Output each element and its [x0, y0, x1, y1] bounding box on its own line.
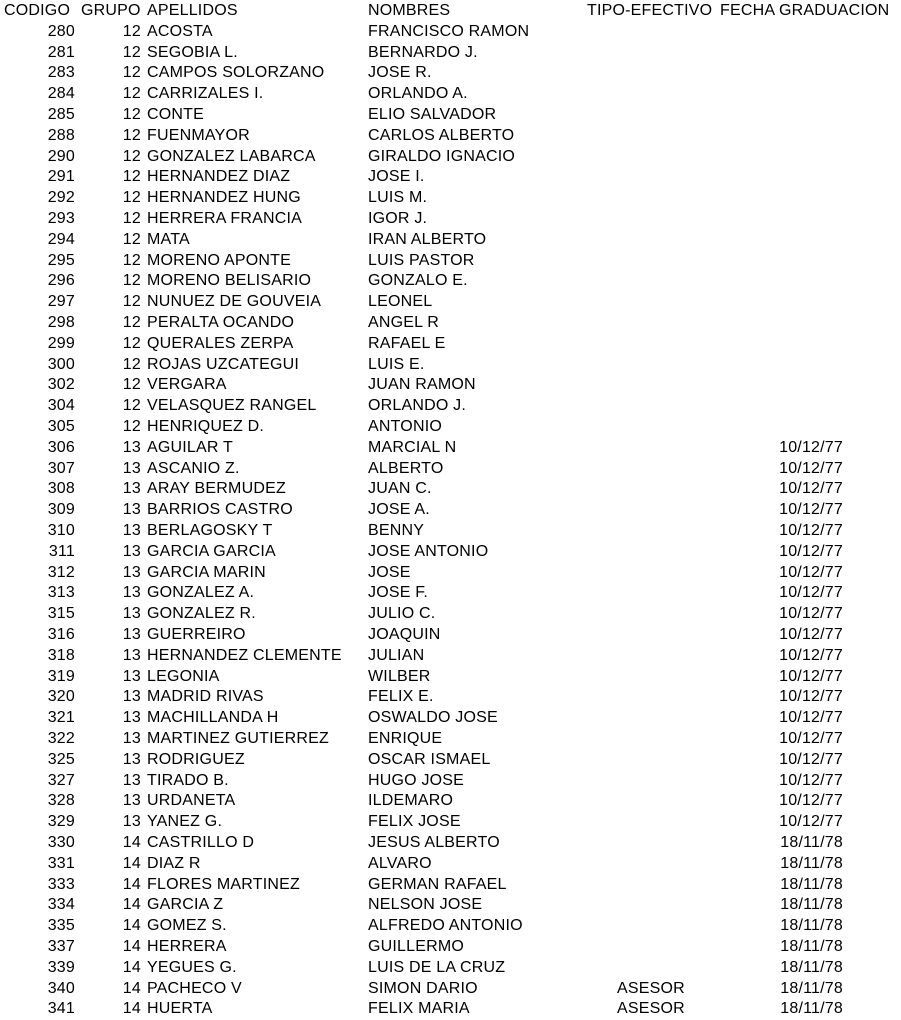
cell-nombres: HUGO JOSE	[368, 771, 465, 789]
cell-grupo: 12	[122, 334, 141, 352]
cell-apellidos: ACOSTA	[147, 22, 213, 40]
cell-apellidos: SEGOBIA L.	[147, 43, 238, 61]
cell-codigo: 308	[47, 480, 75, 498]
cell-nombres: LUIS DE LA CRUZ	[368, 958, 506, 976]
cell-grupo: 12	[122, 106, 141, 123]
cell-nombres: MARCIAL N	[368, 438, 457, 456]
cell-nombres: OSWALDO JOSE	[368, 709, 498, 727]
header-tipo-efectivo: TIPO-EFECTIVO	[587, 2, 713, 19]
cell-apellidos: FUENMAYOR	[147, 126, 250, 144]
table-row	[0, 459, 901, 480]
cell-nombres: ELIO SALVADOR	[368, 106, 497, 123]
header-codigo: CODIGO	[4, 2, 71, 19]
cell-grupo: 12	[122, 126, 141, 144]
cell-grupo: 12	[122, 147, 141, 165]
cell-grupo: 13	[122, 522, 141, 539]
cell-grupo: 13	[122, 730, 141, 747]
cell-codigo: 300	[47, 355, 75, 373]
cell-apellidos: GARCIA Z	[147, 896, 224, 914]
cell-grupo: 13	[122, 813, 141, 831]
cell-nombres: JUAN C.	[368, 480, 432, 498]
cell-codigo: 290	[47, 147, 75, 165]
cell-apellidos: CAMPOS SOLORZANO	[147, 64, 325, 82]
cell-nombres: OSCAR ISMAEL	[368, 750, 491, 768]
cell-grupo: 14	[122, 834, 141, 851]
table-row	[0, 292, 901, 313]
cell-fecha-graduacion: 10/12/77	[779, 438, 843, 456]
cell-codigo: 335	[47, 917, 75, 935]
cell-apellidos: HERRERA FRANCIA	[147, 210, 303, 227]
cell-codigo: 294	[47, 230, 75, 248]
cell-grupo: 12	[122, 230, 141, 248]
cell-codigo: 307	[47, 459, 75, 477]
table-row	[0, 167, 901, 188]
cell-nombres: BENNY	[368, 522, 425, 539]
cell-fecha-graduacion: 10/12/77	[779, 730, 843, 747]
table-row	[0, 999, 901, 1020]
cell-apellidos: AGUILAR T	[147, 438, 233, 456]
cell-apellidos: GONZALEZ R.	[147, 605, 256, 623]
cell-codigo: 304	[47, 397, 75, 415]
cell-nombres: GUILLERMO	[368, 938, 465, 955]
cell-apellidos: LEGONIA	[147, 667, 220, 685]
cell-grupo: 14	[122, 979, 141, 997]
cell-codigo: 284	[47, 85, 75, 103]
cell-codigo: 329	[47, 813, 75, 831]
cell-apellidos: HENRIQUEZ D.	[147, 418, 265, 435]
table-row	[0, 230, 901, 251]
cell-apellidos: GARCIA GARCIA	[147, 542, 276, 560]
table-row	[0, 958, 901, 979]
cell-apellidos: FLORES MARTINEZ	[147, 875, 300, 893]
cell-fecha-graduacion: 10/12/77	[779, 750, 843, 768]
cell-nombres: JOSE A.	[368, 501, 430, 519]
table-row	[0, 687, 901, 708]
cell-codigo: 312	[47, 563, 75, 581]
cell-apellidos: VERGARA	[147, 376, 227, 394]
cell-nombres: ANTONIO	[368, 418, 443, 435]
cell-nombres: JUAN RAMON	[368, 376, 476, 394]
table-row	[0, 271, 901, 292]
cell-grupo: 14	[122, 875, 141, 893]
cell-nombres: FELIX MARIA	[368, 1000, 470, 1018]
cell-codigo: 331	[47, 854, 75, 872]
cell-apellidos: MATA	[147, 230, 190, 248]
table-row	[0, 750, 901, 771]
cell-fecha-graduacion: 18/11/78	[780, 834, 843, 851]
cell-grupo: 13	[122, 438, 141, 456]
cell-nombres: CARLOS ALBERTO	[368, 126, 515, 144]
cell-grupo: 14	[122, 1000, 141, 1018]
cell-fecha-graduacion: 10/12/77	[779, 563, 843, 581]
cell-fecha-graduacion: 10/12/77	[779, 626, 843, 643]
cell-grupo: 13	[122, 667, 141, 685]
cell-fecha-graduacion: 18/11/78	[780, 875, 843, 893]
cell-nombres: JULIAN	[368, 646, 425, 664]
table-row	[0, 833, 901, 854]
cell-fecha-graduacion: 10/12/77	[779, 667, 843, 685]
cell-apellidos: GUERREIRO	[147, 626, 246, 643]
cell-grupo: 13	[122, 480, 141, 498]
cell-grupo: 12	[122, 293, 141, 311]
cell-nombres: JOAQUIN	[368, 626, 441, 643]
cell-codigo: 281	[47, 43, 75, 61]
table-row	[0, 916, 901, 937]
cell-codigo: 339	[47, 958, 75, 976]
cell-codigo: 315	[47, 605, 75, 623]
cell-nombres: RAFAEL E	[368, 334, 446, 352]
cell-nombres: ILDEMARO	[368, 792, 454, 810]
cell-apellidos: ARAY BERMUDEZ	[147, 480, 286, 498]
table-row	[0, 334, 901, 355]
table-row	[0, 188, 901, 209]
cell-nombres: GERMAN RAFAEL	[368, 875, 507, 893]
cell-fecha-graduacion: 18/11/78	[780, 1000, 843, 1018]
table-row	[0, 500, 901, 521]
table-row	[0, 791, 901, 812]
table-row	[0, 126, 901, 147]
cell-apellidos: GONZALEZ LABARCA	[147, 147, 316, 165]
cell-codigo: 322	[47, 730, 75, 747]
table-row	[0, 937, 901, 958]
cell-codigo: 327	[47, 771, 75, 789]
cell-grupo: 12	[122, 397, 141, 415]
cell-apellidos: MARTINEZ GUTIERREZ	[147, 730, 329, 747]
table-row	[0, 396, 901, 417]
cell-nombres: JOSE F.	[368, 584, 429, 602]
cell-apellidos: BARRIOS CASTRO	[147, 501, 293, 519]
cell-codigo: 288	[47, 126, 75, 144]
cell-grupo: 14	[122, 938, 141, 955]
cell-nombres: ALFREDO ANTONIO	[368, 917, 523, 935]
cell-nombres: FELIX E.	[368, 688, 434, 706]
table-row	[0, 375, 901, 396]
cell-nombres: SIMON DARIO	[368, 979, 478, 997]
table-row	[0, 209, 901, 230]
cell-grupo: 12	[122, 418, 141, 435]
table-row	[0, 251, 901, 272]
cell-apellidos: YEGUES G.	[147, 958, 237, 976]
cell-apellidos: YANEZ G.	[147, 813, 223, 831]
cell-codigo: 297	[47, 293, 75, 311]
cell-nombres: LUIS PASTOR	[368, 251, 475, 269]
cell-grupo: 12	[122, 64, 141, 82]
cell-apellidos: URDANETA	[147, 792, 236, 810]
cell-tipo-efectivo: ASESOR	[617, 979, 685, 997]
table-row	[0, 667, 901, 688]
table-row	[0, 604, 901, 625]
cell-codigo: 333	[47, 875, 75, 893]
cell-grupo: 12	[122, 210, 141, 227]
cell-grupo: 12	[122, 314, 141, 331]
cell-nombres: ALVARO	[368, 854, 432, 872]
cell-apellidos: MADRID RIVAS	[147, 688, 264, 706]
table-row	[0, 646, 901, 667]
cell-codigo: 293	[47, 210, 75, 227]
cell-codigo: 311	[48, 542, 75, 560]
cell-fecha-graduacion: 10/12/77	[779, 771, 843, 789]
cell-codigo: 298	[47, 314, 75, 331]
cell-fecha-graduacion: 10/12/77	[779, 709, 843, 727]
cell-codigo: 291	[47, 168, 75, 186]
cell-fecha-graduacion: 18/11/78	[780, 938, 843, 955]
table-row	[0, 479, 901, 500]
table-row	[0, 63, 901, 84]
cell-codigo: 334	[47, 896, 75, 914]
cell-nombres: ORLANDO J.	[368, 397, 467, 415]
cell-apellidos: HERNANDEZ HUNG	[147, 189, 301, 207]
table-row	[0, 563, 901, 584]
cell-apellidos: MORENO BELISARIO	[147, 272, 312, 290]
cell-grupo: 12	[122, 22, 141, 40]
table-row	[0, 542, 901, 563]
cell-fecha-graduacion: 10/12/77	[779, 522, 843, 539]
cell-codigo: 325	[47, 750, 75, 768]
cell-fecha-graduacion: 10/12/77	[779, 542, 843, 560]
cell-apellidos: GOMEZ S.	[147, 917, 227, 935]
cell-nombres: JOSE I.	[368, 168, 425, 186]
cell-nombres: JOSE R.	[368, 64, 432, 82]
cell-grupo: 12	[122, 85, 141, 103]
table-row	[0, 771, 901, 792]
cell-codigo: 330	[47, 834, 75, 851]
cell-nombres: JULIO C.	[368, 605, 436, 623]
cell-nombres: ORLANDO A.	[368, 85, 468, 103]
cell-grupo: 12	[122, 251, 141, 269]
cell-apellidos: HERNANDEZ DIAZ	[147, 168, 291, 186]
cell-apellidos: PACHECO V	[147, 979, 242, 997]
cell-codigo: 309	[47, 501, 75, 519]
cell-fecha-graduacion: 18/11/78	[780, 896, 843, 914]
cell-nombres: ANGEL R	[368, 314, 440, 331]
header-row	[0, 1, 901, 22]
cell-nombres: JOSE	[368, 563, 411, 581]
table-row	[0, 417, 901, 438]
cell-codigo: 313	[47, 584, 75, 602]
cell-grupo: 13	[122, 688, 141, 706]
table-row	[0, 812, 901, 833]
cell-grupo: 13	[122, 626, 141, 643]
cell-grupo: 14	[122, 854, 141, 872]
cell-apellidos: TIRADO B.	[147, 771, 229, 789]
cell-nombres: IRAN ALBERTO	[368, 230, 487, 248]
cell-apellidos: CASTRILLO D	[147, 834, 255, 851]
cell-codigo: 341	[47, 1000, 75, 1018]
cell-grupo: 13	[122, 750, 141, 768]
cell-nombres: LUIS M.	[368, 189, 428, 207]
table-row	[0, 625, 901, 646]
table-row	[0, 729, 901, 750]
cell-codigo: 283	[47, 64, 75, 82]
cell-grupo: 13	[122, 584, 141, 602]
cell-grupo: 14	[122, 917, 141, 935]
cell-codigo: 328	[47, 792, 75, 810]
cell-apellidos: HUERTA	[147, 1000, 213, 1018]
cell-nombres: JOSE ANTONIO	[368, 542, 489, 560]
cell-grupo: 13	[122, 646, 141, 664]
cell-nombres: FRANCISCO RAMON	[368, 22, 530, 40]
cell-nombres: LUIS E.	[368, 355, 425, 373]
table-row	[0, 521, 901, 542]
cell-codigo: 318	[47, 646, 75, 664]
table-row	[0, 22, 901, 43]
cell-grupo: 13	[122, 792, 141, 810]
table-row	[0, 979, 901, 1000]
cell-codigo: 292	[47, 189, 75, 207]
cell-fecha-graduacion: 10/12/77	[779, 459, 843, 477]
cell-fecha-graduacion: 10/12/77	[779, 813, 843, 831]
cell-apellidos: CONTE	[147, 106, 204, 123]
cell-codigo: 299	[47, 334, 75, 352]
cell-codigo: 285	[47, 106, 75, 123]
table-row	[0, 708, 901, 729]
cell-codigo: 321	[47, 709, 75, 727]
cell-apellidos: MACHILLANDA H	[147, 709, 279, 727]
cell-fecha-graduacion: 10/12/77	[779, 688, 843, 706]
cell-codigo: 280	[47, 22, 75, 40]
cell-grupo: 12	[122, 168, 141, 186]
cell-nombres: LEONEL	[368, 293, 433, 311]
cell-codigo: 295	[47, 251, 75, 269]
cell-fecha-graduacion: 18/11/78	[780, 917, 843, 935]
cell-grupo: 13	[122, 605, 141, 623]
cell-grupo: 13	[122, 542, 141, 560]
cell-apellidos: RODRIGUEZ	[147, 750, 245, 768]
cell-codigo: 306	[47, 438, 75, 456]
table-row	[0, 84, 901, 105]
cell-apellidos: CARRIZALES I.	[147, 85, 264, 103]
cell-apellidos: GARCIA MARIN	[147, 563, 266, 581]
cell-apellidos: PERALTA OCANDO	[147, 314, 295, 331]
cell-apellidos: NUNUEZ DE GOUVEIA	[147, 293, 322, 311]
header-apellidos: APELLIDOS	[147, 2, 238, 19]
table-row	[0, 438, 901, 459]
cell-apellidos: HERRERA	[147, 938, 227, 955]
cell-apellidos: GONZALEZ A.	[147, 584, 255, 602]
table-row	[0, 895, 901, 916]
cell-grupo: 12	[122, 376, 141, 394]
header-fecha-graduacion: FECHA GRADUACION	[720, 2, 890, 19]
cell-grupo: 13	[122, 501, 141, 519]
cell-fecha-graduacion: 10/12/77	[779, 605, 843, 623]
cell-grupo: 12	[122, 355, 141, 373]
cell-codigo: 305	[47, 418, 75, 435]
cell-grupo: 13	[122, 709, 141, 727]
cell-nombres: WILBER	[368, 667, 431, 685]
cell-codigo: 316	[47, 626, 75, 643]
cell-fecha-graduacion: 18/11/78	[780, 979, 843, 997]
cell-nombres: IGOR J.	[368, 210, 428, 227]
cell-grupo: 12	[122, 43, 141, 61]
cell-apellidos: BERLAGOSKY T	[147, 522, 273, 539]
cell-grupo: 13	[122, 771, 141, 789]
cell-nombres: NELSON JOSE	[368, 896, 483, 914]
cell-codigo: 319	[47, 667, 75, 685]
header-grupo: GRUPO	[81, 2, 141, 19]
cell-tipo-efectivo: ASESOR	[617, 1000, 685, 1018]
table-row	[0, 313, 901, 334]
table-row	[0, 854, 901, 875]
table-row	[0, 105, 901, 126]
table-row	[0, 147, 901, 168]
cell-grupo: 14	[122, 896, 141, 914]
cell-nombres: GIRALDO IGNACIO	[368, 147, 516, 165]
cell-grupo: 12	[122, 272, 141, 290]
cell-apellidos: ASCANIO Z.	[147, 459, 240, 477]
cell-apellidos: HERNANDEZ CLEMENTE	[147, 646, 342, 664]
cell-apellidos: QUERALES ZERPA	[147, 334, 294, 352]
cell-nombres: ALBERTO	[368, 459, 444, 477]
cell-nombres: ENRIQUE	[368, 730, 443, 747]
table-row	[0, 43, 901, 64]
cell-apellidos: VELASQUEZ RANGEL	[147, 397, 317, 415]
cell-nombres: BERNARDO J.	[368, 43, 478, 61]
cell-apellidos: ROJAS UZCATEGUI	[147, 355, 300, 373]
cell-fecha-graduacion: 10/12/77	[779, 646, 843, 664]
cell-codigo: 296	[47, 272, 75, 290]
cell-grupo: 13	[122, 459, 141, 477]
cell-fecha-graduacion: 18/11/78	[780, 958, 843, 976]
cell-fecha-graduacion: 18/11/78	[780, 854, 843, 872]
cell-nombres: JESUS ALBERTO	[368, 834, 500, 851]
table-row	[0, 583, 901, 604]
table-row	[0, 875, 901, 896]
cell-fecha-graduacion: 10/12/77	[779, 501, 843, 519]
cell-fecha-graduacion: 10/12/77	[779, 792, 843, 810]
cell-grupo: 12	[122, 189, 141, 207]
cell-codigo: 320	[47, 688, 75, 706]
cell-grupo: 14	[122, 958, 141, 976]
cell-fecha-graduacion: 10/12/77	[779, 584, 843, 602]
cell-codigo: 340	[47, 979, 75, 997]
cell-nombres: FELIX JOSE	[368, 813, 461, 831]
cell-codigo: 337	[47, 938, 75, 955]
table-row	[0, 355, 901, 376]
cell-nombres: GONZALO E.	[368, 272, 468, 290]
cell-grupo: 13	[122, 563, 141, 581]
cell-codigo: 310	[47, 522, 75, 539]
cell-codigo: 302	[47, 376, 75, 394]
cell-apellidos: DIAZ R	[147, 854, 201, 872]
cell-fecha-graduacion: 10/12/77	[779, 480, 843, 498]
cell-apellidos: MORENO APONTE	[147, 251, 291, 269]
header-nombres: NOMBRES	[368, 2, 451, 19]
